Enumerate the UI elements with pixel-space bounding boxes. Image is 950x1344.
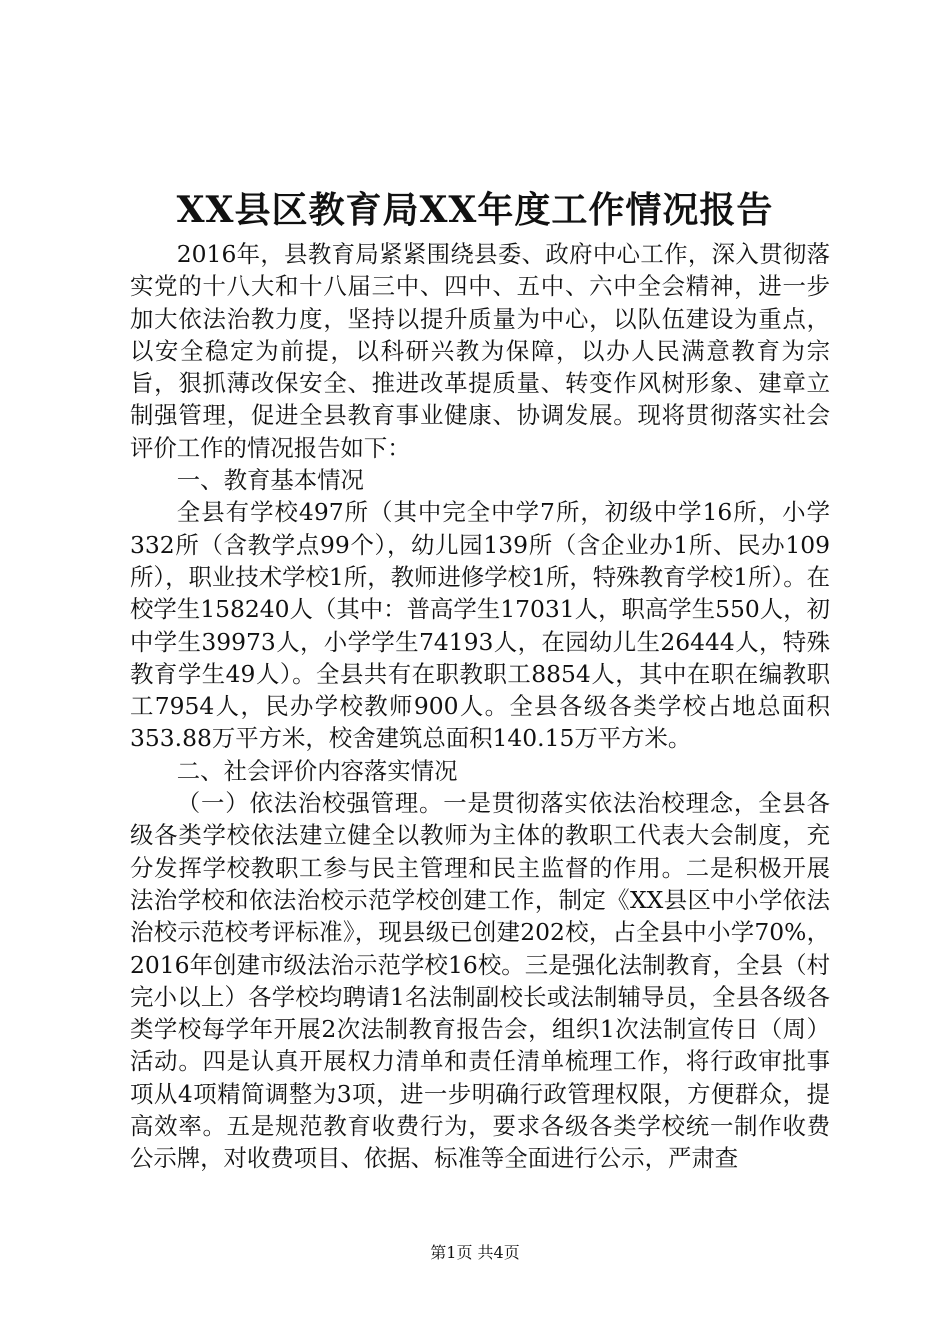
rule-of-law-paragraph: （一）依法治校强管理。一是贯彻落实依法治校理念，全县各级各类学校依法建立健全以教师为主体的教职工代表大会制度，充分发挥学校教职工参与民主管理和民主监督的作用。二是积极开展法治学校和依法治校示范学校创建工作，制定《XX县区中小学依法治校示范校考评标准》，现县级已创建202校，占全县中小学70%，2016年创建市级法治示范学校16校。三是强化法制教育，全县（村完小以上）各学校均聘请1名法制副校长或法制辅导员，全县各级各类学校每学年开展2次法制教育报告会，组织1次法制宣传日（周）活动。四是认真开展权力清单和责任清单梳理工作，将行政审批事项从4项精简调整为3项，进一步明确行政管理权限，方便群众，提高效率。五是规范教育收费行为，要求各级各类学校统一制作收费公示牌，对收费项目、依据、标准等全面进行公示，严肃查 <box>130 789 830 1173</box>
section-heading-evaluation: 二、社会评价内容落实情况 <box>176 756 458 785</box>
document-body <box>130 238 830 1175</box>
section-heading-basic-info: 一、教育基本情况 <box>176 466 364 495</box>
basic-info-paragraph: 全县有学校497所（其中完全中学7所，初级中学16所，小学332所（含教学点99个），幼儿园139所（含企业办1所、民办109所），职业技术学校1所，教师进修学校1所，特殊教育学校1所）。在校学生158240人（其中：普高学生17031人，职高学生550人，初中学生39973人，小学学生74193人，在园幼儿生26444人，特殊教育学生49人）。全县共有在职教职工8854人，其中在职在编教职工7954人，民办学校教师900人。全县各级各类学校占地总面积353.88万平方米，校舍建筑总面积140.15万平方米。 <box>130 498 830 753</box>
intro-paragraph: 2016年，县教育局紧紧围绕县委、政府中心工作，深入贯彻落实党的十八大和十八届三中、四中、五中、六中全会精神，进一步加大依法治教力度，坚持以提升质量为中心，以队伍建设为重点，以安全稳定为前提，以科研兴教为保障，以办人民满意教育为宗旨，狠抓薄改保安全、推进改革提质量、转变作风树形象、建章立制强管理，促进全县教育事业健康、协调发展。现将贯彻落实社会评价工作的情况报告如下： <box>130 240 830 462</box>
document-title: XX县区教育局XX年度工作情况报告 <box>176 189 774 231</box>
page-footer: 第1页 共4页 <box>430 1243 520 1262</box>
